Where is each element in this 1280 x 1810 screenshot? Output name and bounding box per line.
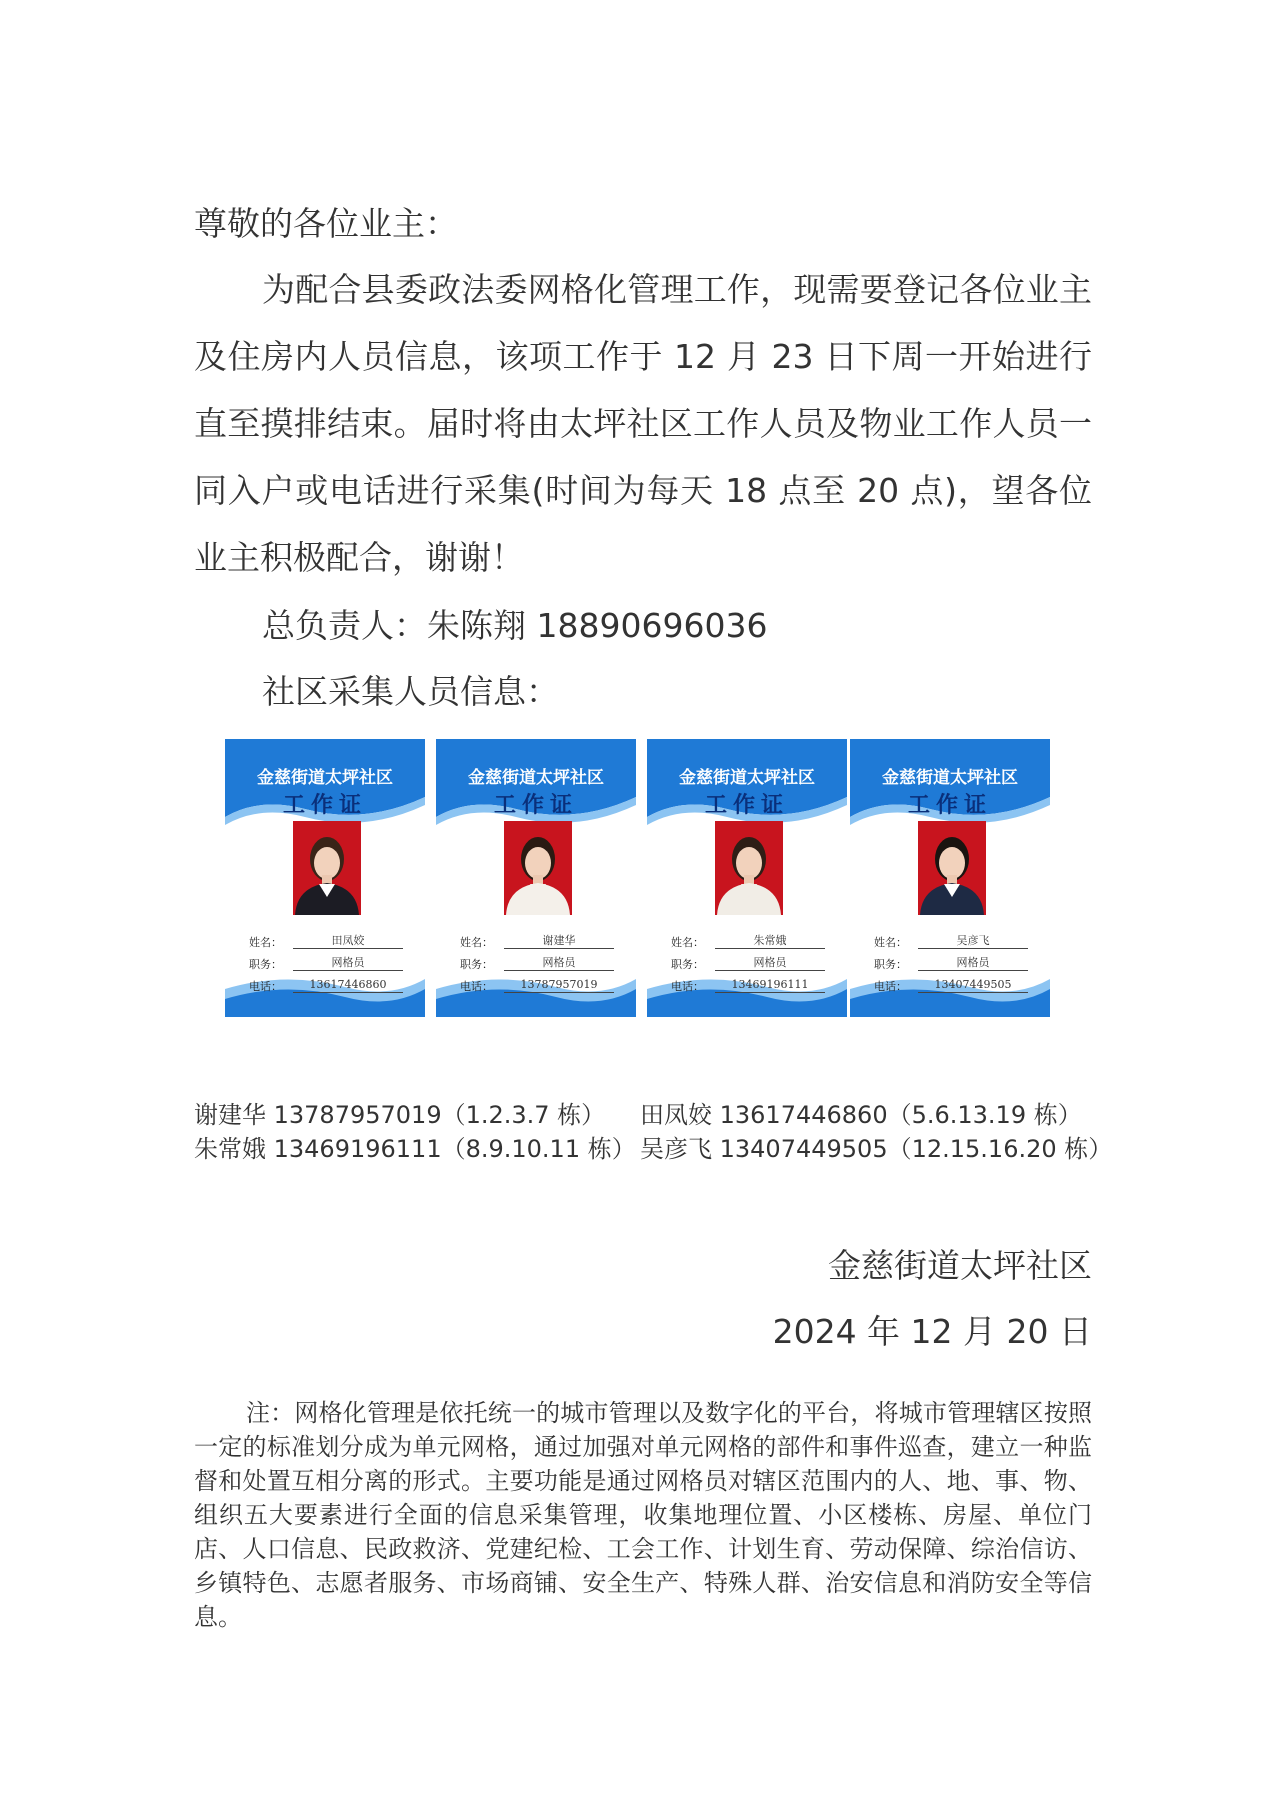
card-name-label: 姓名：	[249, 936, 282, 949]
portrait-photo	[504, 821, 572, 915]
card-role-label: 职务：	[460, 958, 493, 971]
card-org-name: 金慈街道太坪社区	[257, 768, 393, 788]
card-org-name: 金慈街道太坪社区	[679, 768, 815, 788]
card-name-label: 姓名：	[874, 936, 907, 949]
card-name-value: 谢建华	[504, 934, 614, 949]
portrait-photo	[715, 821, 783, 915]
contact-entry: 朱常娥 13469196111（8.9.10.11 栋）	[194, 1135, 636, 1163]
card-org-name: 金慈街道太坪社区	[468, 768, 604, 788]
card-role-row	[249, 954, 409, 974]
card-role-label: 职务：	[874, 958, 907, 971]
card-name-row	[671, 932, 831, 952]
collectors-heading: 社区采集人员信息：	[262, 672, 559, 711]
card-name-label: 姓名：	[460, 936, 493, 949]
card-name-row	[249, 932, 409, 952]
card-phone-row	[249, 976, 409, 996]
portrait-photo	[293, 821, 361, 915]
id-card	[436, 739, 636, 1017]
card-role-value: 网格员	[918, 956, 1028, 971]
portrait-photo	[918, 821, 986, 915]
card-title: 工作证	[704, 793, 789, 818]
card-phone-value: 13407449505	[918, 978, 1028, 993]
contact-entry: 谢建华 13787957019（1.2.3.7 栋）	[194, 1101, 606, 1129]
card-phone-label: 电话：	[874, 980, 907, 993]
card-role-row	[874, 954, 1034, 974]
id-card	[647, 739, 847, 1017]
card-title: 工作证	[907, 793, 992, 818]
greeting: 尊敬的各位业主：	[194, 204, 458, 243]
lead-person: 总负责人：朱陈翔 18890696036	[262, 606, 768, 645]
card-name-label: 姓名：	[671, 936, 704, 949]
card-name-value: 田凤姣	[293, 934, 403, 949]
card-role-value: 网格员	[504, 956, 614, 971]
signature-date: 2024 年 12 月 20 日	[772, 1312, 1092, 1351]
card-phone-label: 电话：	[460, 980, 493, 993]
card-phone-label: 电话：	[671, 980, 704, 993]
card-role-row	[671, 954, 831, 974]
card-role-row	[460, 954, 620, 974]
contact-entry: 田凤姣 13617446860（5.6.13.19 栋）	[640, 1101, 1082, 1129]
main-paragraph: 为配合县委政法委网格化管理工作，现需要登记各位业主及住房内人员信息，该项工作于 12 月 23 日下周一开始进行直至摸排结束。届时将由太坪社区工作人员及物业工作人员一同入户或电话进行采集(时间为每天 18 点至 20 点)，望各位业主积极配合，谢谢！	[194, 270, 1092, 577]
card-phone-row	[460, 976, 620, 996]
card-phone-row	[874, 976, 1034, 996]
signature-org: 金慈街道太坪社区	[828, 1246, 1092, 1285]
card-phone-value: 13617446860	[293, 978, 403, 993]
card-title: 工作证	[493, 793, 578, 818]
contact-entry: 吴彦飞 13407449505（12.15.16.20 栋）	[640, 1135, 1113, 1163]
card-name-value: 吴彦飞	[918, 934, 1028, 949]
card-phone-value: 13787957019	[504, 978, 614, 993]
card-phone-label: 电话：	[249, 980, 282, 993]
id-card	[225, 739, 425, 1017]
card-phone-value: 13469196111	[715, 978, 825, 993]
card-role-label: 职务：	[671, 958, 704, 971]
id-card	[850, 739, 1050, 1017]
card-org-name: 金慈街道太坪社区	[882, 768, 1018, 788]
card-name-row	[460, 932, 620, 952]
card-title: 工作证	[282, 793, 367, 818]
footnote: 注：网格化管理是依托统一的城市管理以及数字化的平台，将城市管理辖区按照一定的标准划分成为单元网格，通过加强对单元网格的部件和事件巡查，建立一种监督和处置互相分离的形式。主要功能是通过网格员对辖区范围内的人、地、事、物、组织五大要素进行全面的信息采集管理，收集地理位置、小区楼栋、房屋、单位门店、人口信息、民政救济、党建纪检、工会工作、计划生育、劳动保障、综治信访、乡镇特色、志愿者服务、市场商铺、安全生产、特殊人群、治安信息和消防安全等信息。	[194, 1399, 1092, 1631]
card-name-value: 朱常娥	[715, 934, 825, 949]
card-phone-row	[671, 976, 831, 996]
card-role-value: 网格员	[293, 956, 403, 971]
card-role-value: 网格员	[715, 956, 825, 971]
card-name-row	[874, 932, 1034, 952]
card-role-label: 职务：	[249, 958, 282, 971]
